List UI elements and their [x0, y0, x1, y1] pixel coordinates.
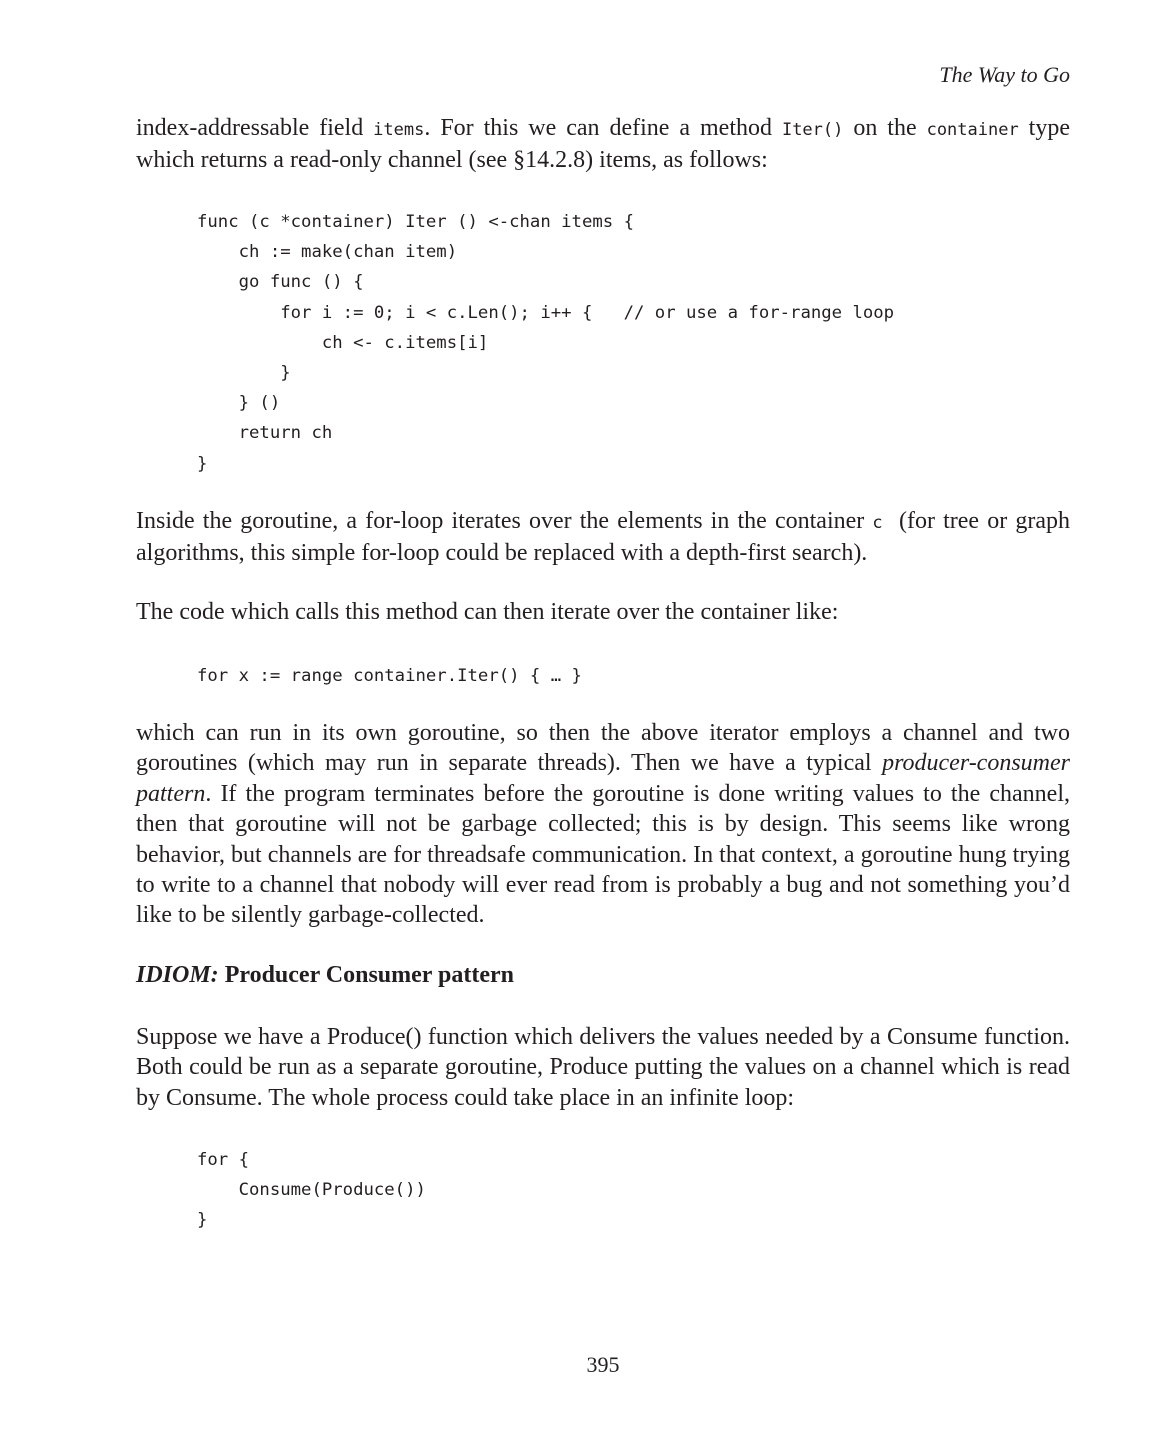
code-line: } [197, 363, 291, 384]
text: . For this we can define a method [424, 115, 782, 141]
text: which can run in its own goroutine, so then the above iterator employs a channel and two goroutines (which may run in separate threads). Then we have a typical [136, 720, 1070, 777]
page-number: 395 [586, 1352, 620, 1377]
text: index-addressable field [136, 115, 374, 141]
code-line: for { [197, 1150, 250, 1170]
code-block-range [197, 661, 582, 691]
code-line: ch <- c.items[i] [197, 332, 489, 353]
code-line: ch := make(chan item) [197, 242, 458, 263]
paragraph-intro [136, 113, 1070, 176]
inline-code: Iter() [781, 120, 844, 140]
inline-code: items [373, 120, 425, 140]
code-line: } [197, 1210, 208, 1231]
paragraph-producer-consumer [136, 718, 1070, 931]
paragraph-goroutine [136, 506, 1077, 569]
code-line: go func () { [197, 272, 364, 293]
heading-label: IDIOM: [136, 962, 219, 988]
code-line: return ch [197, 423, 333, 444]
text: on the [843, 115, 927, 141]
code-block-loop [197, 1145, 426, 1236]
section-heading [136, 960, 514, 990]
code-line: } [197, 453, 208, 474]
text: . If the program terminates before the goroutine is done writing values to the channel, then that goroutine will not be garbage collected; this is by design. This seems like wrong behavior, but channels are for threadsafe communication. In that context, a goroutine hung trying to write to a channel that nobody will ever read from is probably a bug and not something you’d like to be silently garbage-collected. [136, 780, 1070, 929]
inline-code: c [872, 513, 883, 533]
code-line: for i := 0; i < c.Len(); i++ { // or use a for-range loop [197, 302, 895, 323]
heading-title: Producer Consumer pattern [218, 962, 514, 988]
code-block-iter [197, 207, 894, 479]
inline-code: container [926, 120, 1019, 140]
code-line: Consume(Produce()) [197, 1180, 426, 1201]
emphasis: producer-consumer pattern [136, 750, 1070, 807]
code-line: } () [197, 393, 281, 414]
paragraph-produce: Suppose we have a Produce() function which delivers the values needed by a Consume function. Both could be run as a separate goroutine, Produce putting the values on a channel which is read by Consume. The whole process could take place in an infinite loop: [136, 1024, 1070, 1111]
text: Inside the goroutine, a for-loop iterates over the elements in the container [136, 508, 873, 534]
text: type which returns a read-only channel (see §14.2.8) items, as follows: [136, 115, 1070, 174]
text: (for tree or graph algorithms, this simple for-loop could be replaced with a depth-first search). [136, 508, 1077, 567]
paragraph-caller: The code which calls this method can then iterate over the container like: [136, 599, 839, 625]
code-line: func (c *container) Iter () <-chan items { [197, 212, 634, 232]
code-line: for x := range container.Iter() { … } [197, 666, 582, 686]
running-header: The Way to Go [939, 62, 1070, 87]
